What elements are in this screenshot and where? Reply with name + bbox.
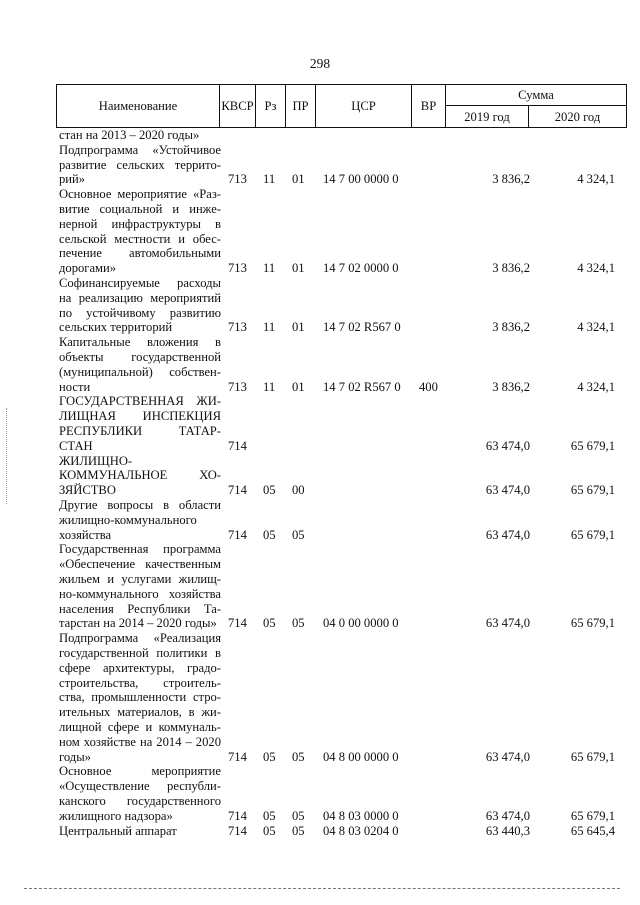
row-name <box>59 143 221 187</box>
row-name <box>59 764 221 823</box>
margin-mark <box>6 408 7 504</box>
row-name-line: объекты государственной <box>59 349 221 364</box>
cell-pr: 01 <box>292 172 305 187</box>
cell-s2019: 63 474,0 <box>485 616 530 631</box>
cell-s2020: 65 679,1 <box>570 808 615 823</box>
cell-s2019: 3 836,2 <box>492 172 530 187</box>
row-name <box>59 187 221 276</box>
row-name-line: Капитальные вложения в <box>59 335 221 350</box>
table-row <box>0 143 640 187</box>
cell-pr: 01 <box>292 261 305 276</box>
cell-rz: 05 <box>263 527 276 542</box>
row-name-line: КОММУНАЛЬНОЕ ХО- <box>59 468 221 483</box>
row-name-line: витие социальной и инже- <box>59 201 221 216</box>
cell-s2020: 65 679,1 <box>570 616 615 631</box>
table-row <box>0 335 640 394</box>
cell-pr: 01 <box>292 320 305 335</box>
table-body <box>0 128 640 838</box>
table-row <box>0 824 640 839</box>
cell-csr: 14 7 02 R567 0 <box>323 320 401 335</box>
row-name-line: нерной инфраструктуры в <box>59 216 221 231</box>
row-name-line: ГОСУДАРСТВЕННАЯ ЖИ- <box>59 394 221 409</box>
cell-kvsr: 714 <box>228 438 247 453</box>
cell-pr: 01 <box>292 379 305 394</box>
row-name <box>59 542 221 631</box>
cell-s2019: 63 474,0 <box>485 527 530 542</box>
cell-pr: 05 <box>292 616 305 631</box>
table-row <box>0 276 640 335</box>
row-name-line: сфере архитектуры, градо- <box>59 660 221 675</box>
row-name-line: «Осуществление республи- <box>59 779 221 794</box>
cell-pr: 05 <box>292 808 305 823</box>
table-row <box>0 631 640 764</box>
table-row <box>0 498 640 542</box>
cell-rz: 05 <box>263 616 276 631</box>
cell-csr: 14 7 02 0000 0 <box>323 261 399 276</box>
cell-rz: 05 <box>263 808 276 823</box>
table-row <box>0 128 640 143</box>
bottom-rule <box>24 888 620 889</box>
cell-s2020: 4 324,1 <box>577 261 615 276</box>
cell-kvsr: 713 <box>228 379 247 394</box>
cell-kvsr: 713 <box>228 172 247 187</box>
row-name <box>59 824 221 839</box>
row-name-line: Государственная программа <box>59 542 221 557</box>
row-name-line: строительства, строитель- <box>59 675 221 690</box>
cell-s2019: 3 836,2 <box>492 320 530 335</box>
cell-s2020: 65 679,1 <box>570 749 615 764</box>
row-name-line: канского государственного <box>59 793 221 808</box>
row-name-line: печение автомобильными <box>59 246 221 261</box>
row-name-line: сельской местности и обес- <box>59 231 221 246</box>
header-pr: ПР <box>286 85 316 128</box>
cell-csr: 14 7 00 0000 0 <box>323 172 399 187</box>
row-name <box>59 335 221 394</box>
row-name <box>59 454 221 498</box>
cell-csr: 04 8 03 0204 0 <box>323 823 399 838</box>
cell-kvsr: 714 <box>228 749 247 764</box>
header-rz: Рз <box>256 85 286 128</box>
cell-s2019: 63 440,3 <box>485 823 530 838</box>
cell-csr: 04 0 00 0000 0 <box>323 616 399 631</box>
cell-kvsr: 714 <box>228 527 247 542</box>
cell-kvsr: 714 <box>228 823 247 838</box>
row-name-line: ЛИЩНАЯ ИНСПЕКЦИЯ <box>59 409 221 424</box>
row-name-line: жилищно-коммунального <box>59 512 197 527</box>
cell-s2020: 65 679,1 <box>570 438 615 453</box>
row-name-line: ности <box>59 379 91 394</box>
cell-s2020: 4 324,1 <box>577 172 615 187</box>
table-row <box>0 187 640 276</box>
row-name-line: Другие вопросы в области <box>59 497 221 512</box>
row-name-line: «Обеспечение качественным <box>59 557 221 572</box>
header-kvsr: КВСР <box>220 85 256 128</box>
row-name-line: ном хозяйстве на 2014 – 2020 <box>59 734 221 749</box>
cell-s2019: 63 474,0 <box>485 808 530 823</box>
header-vr: ВР <box>412 85 446 128</box>
row-name-line: Основное мероприятие <box>59 764 221 779</box>
cell-s2019: 63 474,0 <box>485 749 530 764</box>
row-name-line: Подпрограмма «Реализация <box>59 631 221 646</box>
row-name-line: сельских территорий <box>59 320 173 335</box>
cell-s2019: 3 836,2 <box>492 379 530 394</box>
page-number: 298 <box>309 56 331 71</box>
cell-s2019: 63 474,0 <box>485 483 530 498</box>
cell-kvsr: 714 <box>228 808 247 823</box>
row-name-line: ительных материалов, в жи- <box>59 705 221 720</box>
cell-rz: 05 <box>263 823 276 838</box>
row-name-line: на реализацию мероприятий <box>59 290 221 305</box>
cell-rz: 11 <box>263 172 276 187</box>
row-name-line: Основное мероприятие «Раз- <box>59 187 221 202</box>
row-name-line: СТАН <box>59 438 93 453</box>
header-name: Наименование <box>57 85 220 128</box>
header-2020: 2020 год <box>529 106 627 128</box>
cell-rz: 05 <box>263 483 276 498</box>
row-name <box>59 276 221 335</box>
row-name-line: годы» <box>59 749 91 764</box>
table-row <box>0 394 640 453</box>
cell-csr: 14 7 02 R567 0 <box>323 379 401 394</box>
row-name <box>59 498 221 542</box>
cell-pr: 05 <box>292 527 305 542</box>
cell-s2019: 3 836,2 <box>492 261 530 276</box>
row-name-line: развитие сельских террито- <box>59 157 221 172</box>
cell-s2020: 65 645,4 <box>570 823 615 838</box>
table-row <box>0 454 640 498</box>
row-name-line: ства, промышленности стро- <box>59 690 221 705</box>
cell-pr: 00 <box>292 483 305 498</box>
row-name-line: ЖИЛИЩНО- <box>59 453 133 468</box>
row-name <box>59 394 221 453</box>
row-name-line: населения Республики Та- <box>59 601 221 616</box>
row-name-line: стан на 2013 – 2020 годы» <box>59 128 200 142</box>
row-name-line: хозяйства <box>59 527 112 542</box>
row-name <box>59 128 221 143</box>
cell-rz: 05 <box>263 749 276 764</box>
cell-rz: 11 <box>263 379 276 394</box>
cell-pr: 05 <box>292 749 305 764</box>
row-name-line: рий» <box>59 172 86 187</box>
row-name-line: дорогами» <box>59 261 117 276</box>
cell-kvsr: 714 <box>228 483 247 498</box>
row-name-line: (муниципальной) собствен- <box>59 364 221 379</box>
cell-rz: 11 <box>263 320 276 335</box>
table-header <box>56 84 627 128</box>
cell-s2020: 65 679,1 <box>570 527 615 542</box>
cell-vr: 400 <box>419 379 438 394</box>
table-row <box>0 764 640 823</box>
row-name-line: Подпрограмма «Устойчивое <box>59 142 221 157</box>
cell-kvsr: 714 <box>228 616 247 631</box>
row-name-line: но-коммунального хозяйства <box>59 586 221 601</box>
cell-pr: 05 <box>292 823 305 838</box>
row-name-line: лищной сфере и коммуналь- <box>59 719 221 734</box>
cell-rz: 11 <box>263 261 276 276</box>
header-2019: 2019 год <box>446 106 529 128</box>
row-name-line: Софинансируемые расходы <box>59 275 221 290</box>
row-name-line: государственной политики в <box>59 645 221 660</box>
table-row <box>0 542 640 631</box>
row-name-line: Центральный аппарат <box>59 823 177 838</box>
cell-csr: 04 8 00 0000 0 <box>323 749 399 764</box>
row-name <box>59 631 221 764</box>
row-name-line: жильем и услугами жилищ- <box>59 571 221 586</box>
row-name-line: жилищного надзора» <box>59 808 173 823</box>
row-name-line: тарстан на 2014 – 2020 годы» <box>59 616 217 631</box>
cell-kvsr: 713 <box>228 320 247 335</box>
cell-s2020: 4 324,1 <box>577 320 615 335</box>
row-name-line: РЕСПУБЛИКИ ТАТАР- <box>59 423 221 438</box>
cell-csr: 04 8 03 0000 0 <box>323 808 399 823</box>
row-name-line: по устойчивому развитию <box>59 305 221 320</box>
cell-s2019: 63 474,0 <box>485 438 530 453</box>
cell-kvsr: 713 <box>228 261 247 276</box>
row-name-line: ЗЯЙСТВО <box>59 483 116 498</box>
cell-s2020: 4 324,1 <box>577 379 615 394</box>
cell-s2020: 65 679,1 <box>570 483 615 498</box>
header-csr: ЦСР <box>316 85 412 128</box>
header-sum: Сумма <box>446 85 627 106</box>
